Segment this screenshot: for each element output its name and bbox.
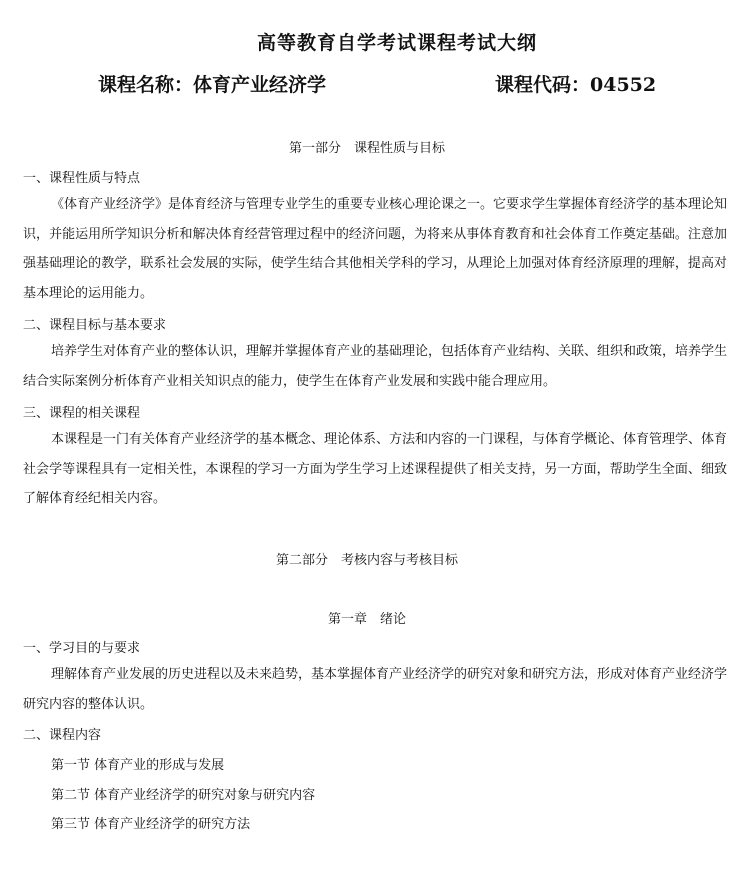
course-name: 课程名称：体育产业经济学	[98, 74, 327, 96]
list-item: 第一节 体育产业的形成与发展	[51, 758, 225, 773]
list-item: 第二节 体育产业经济学的研究对象与研究内容	[51, 788, 316, 803]
part2-title: 第二部分 考核内容与考核目标	[275, 553, 458, 568]
part1-section1-heading: 一、课程性质与特点	[23, 171, 141, 186]
chapter1-title: 第一章 绪论	[327, 612, 406, 627]
chapter1-section2-heading: 二、课程内容	[23, 728, 102, 743]
part1-section1-text: 《体育产业经济学》是体育经济与管理专业学生的重要专业核心理论课之一。它要求学生掌握体育经济学的基本理论知识，并能运用所学知识分析和解决体育经营管理过程中的经济问题，为将来从事体育教育和社会体育工作奠定基础。注意加强基础理论的教学，联系社会发展的实际，使学生结合其他相关学科的学习，从理论上加强对体育经济原理的理解，提高对基本理论的运用能力。	[23, 197, 728, 301]
part1-title: 第一部分 课程性质与目标	[288, 141, 445, 156]
list-item: 第三节 体育产业经济学的研究方法	[51, 817, 251, 832]
chapter1-section1-text: 理解体育产业发展的历史进程以及未来趋势，基本掌握体育产业经济学的研究对象和研究方法，形成对体育产业经济学研究内容的整体认识。	[23, 667, 728, 712]
chapter1-section1-heading: 一、学习目的与要求	[23, 641, 141, 656]
part1-section3-text: 本课程是一门有关体育产业经济学的基本概念、理论体系、方法和内容的一门课程，与体育学概论、体育管理学、体育社会学等课程具有一定相关性，本课程的学习一方面为学生学习上述课程提供了相关支持，另一方面，帮助学生全面、细致了解体育经纪相关内容。	[23, 432, 728, 506]
part1-section3-heading: 三、课程的相关课程	[23, 406, 141, 421]
course-code: 课程代码：04552	[495, 74, 657, 96]
part1-section2-text: 培养学生对体育产业的整体认识，理解并掌握体育产业的基础理论，包括体育产业结构、关联、组织和政策，培养学生结合实际案例分析体育产业相关知识点的能力，使学生在体育产业发展和实践中能合理应用。	[23, 344, 728, 389]
document-title: 高等教育自学考试课程考试大纲	[256, 32, 537, 54]
part1-section2-heading: 二、课程目标与基本要求	[23, 318, 167, 333]
